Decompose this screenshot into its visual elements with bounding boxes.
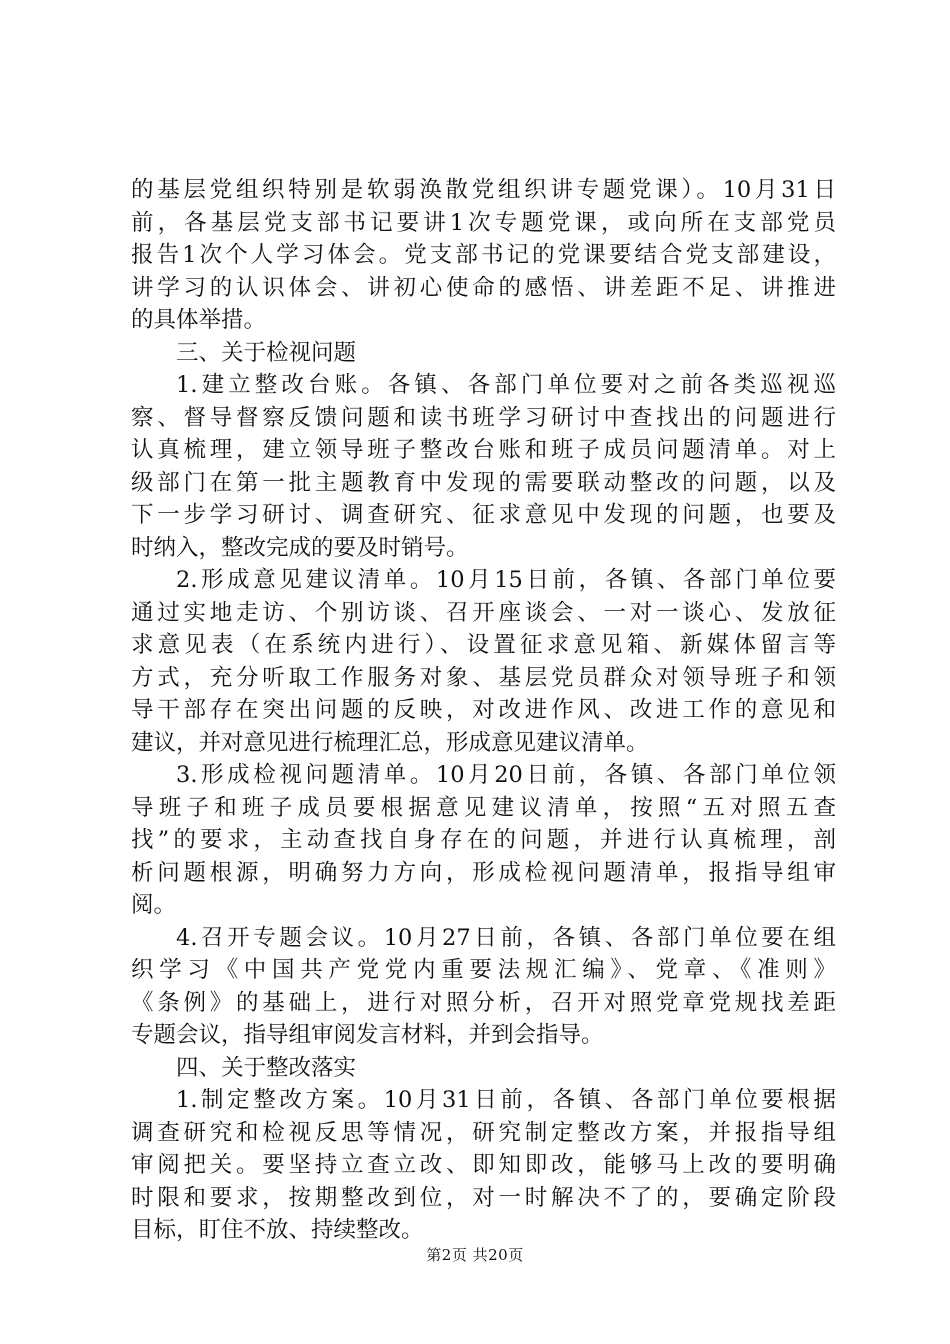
text-line: 认真梳理，建立领导班子整改台账和班子成员问题清单。对上: [131, 437, 836, 463]
text-line: 3.形成检视问题清单。10月20日前，各镇、各部门单位领: [176, 762, 836, 788]
text-line: 讲学习的认识体会、讲初心使命的感悟、讲差距不足、讲推进: [131, 274, 836, 301]
text-line: 四、关于整改落实: [176, 1054, 357, 1081]
text-line: 的具体举措。: [131, 307, 267, 333]
text-line: 阅。: [131, 892, 177, 918]
text-line: 方式，充分听取工作服务对象、基层党员群众对领导班子和领: [131, 664, 836, 691]
document-body: [131, 174, 836, 1247]
text-line: 下一步学习研讨、调查研究、征求意见中发现的问题，也要及: [131, 502, 836, 528]
text-line: 专题会议，指导组审阅发言材料，并到会指导。: [131, 1022, 604, 1048]
text-line: 织学习《中国共产党党内重要法规汇编》、党章、《准则》: [131, 957, 836, 983]
text-line: 求意见表（在系统内进行）、设置征求意见箱、新媒体留言等: [131, 632, 836, 658]
text-line: 找”的要求，主动查找自身存在的问题，并进行认真梳理，剖: [131, 827, 836, 853]
text-line: 察、督导督察反馈问题和读书班学习研讨中查找出的问题进行: [131, 404, 836, 431]
text-line: 导干部存在突出问题的反映，对改进作风、改进工作的意见和: [131, 697, 836, 723]
text-line: 的基层党组织特别是软弱涣散党组织讲专题党课）。10月31日: [131, 177, 836, 203]
page-footer: 第2页 共20页: [426, 1246, 524, 1264]
text-line: 审阅把关。要坚持立查立改、即知即改，能够马上改的要明确: [131, 1152, 836, 1178]
text-line: 前，各基层党支部书记要讲1次专题党课，或向所在支部党员: [131, 209, 836, 236]
text-line: 2.形成意见建议清单。10月15日前，各镇、各部门单位要: [176, 567, 836, 593]
text-line: 建议，并对意见进行梳理汇总，形成意见建议清单。: [131, 729, 649, 756]
text-line: 调查研究和检视反思等情况，研究制定整改方案，并报指导组: [131, 1119, 836, 1146]
text-line: 1.建立整改台账。各镇、各部门单位要对之前各类巡视巡: [176, 372, 836, 398]
text-line: 报告1次个人学习体会。党支部书记的党课要结合党支部建设，: [131, 242, 836, 268]
text-line: 时限和要求，按期整改到位，对一时解决不了的，要确定阶段: [131, 1184, 836, 1211]
text-line: 1.制定整改方案。10月31日前，各镇、各部门单位要根据: [176, 1087, 836, 1113]
text-line: 《条例》的基础上，进行对照分析，召开对照党章党规找差距: [131, 989, 836, 1016]
text-line: 4.召开专题会议。10月27日前，各镇、各部门单位要在组: [176, 924, 836, 951]
text-line: 导班子和班子成员要根据意见建议清单，按照“五对照五查: [131, 794, 836, 821]
text-line: 级部门在第一批主题教育中发现的需要联动整改的问题，以及: [131, 469, 836, 496]
text-line: 三、关于检视问题: [176, 339, 357, 366]
text-line: 析问题根源，明确努力方向，形成检视问题清单，报指导组审: [131, 859, 836, 886]
text-line: 时纳入，整改完成的要及时销号。: [131, 534, 469, 561]
text-line: 通过实地走访、个别访谈、召开座谈会、一对一谈心、发放征: [131, 599, 836, 626]
text-line: 目标，盯住不放、持续整改。: [131, 1217, 424, 1243]
